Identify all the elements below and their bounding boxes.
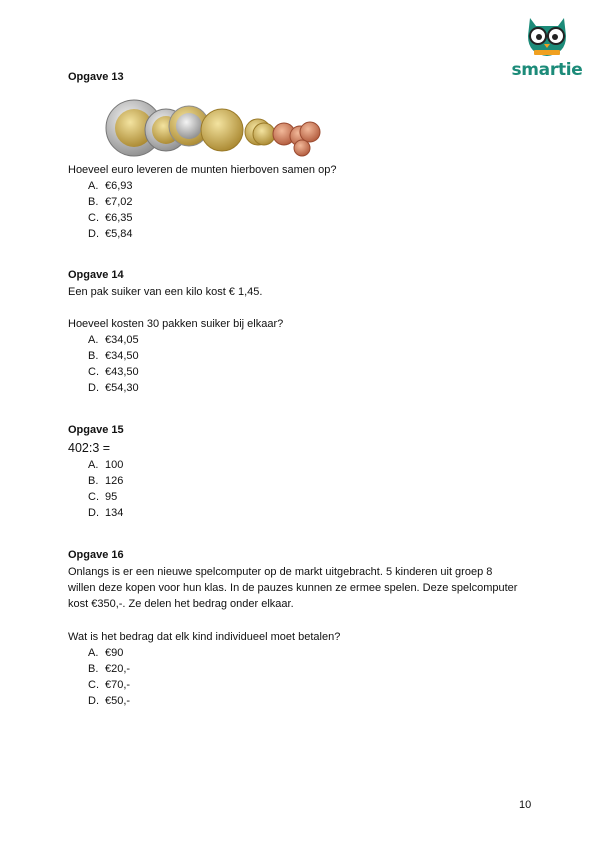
q13-options — [88, 178, 133, 242]
q16-option-b: B. €20,- — [88, 663, 131, 675]
owl-icon — [522, 14, 572, 58]
q15-option-a: A. 100 — [88, 459, 124, 471]
q15-options — [88, 457, 123, 521]
q15-option-b: B. 126 — [88, 475, 124, 487]
q13-option-d: D. €5,84 — [88, 228, 133, 240]
q16-option-c: C. €70,- — [88, 679, 131, 691]
coin-10-cent — [253, 123, 275, 145]
q16-question: Wat is het bedrag dat elk kind individueel moet betalen? — [68, 631, 341, 643]
q15-option-c: C. 95 — [88, 491, 118, 503]
q14-intro: Een pak suiker van een kilo kost € 1,45. — [68, 286, 263, 298]
q14-option-b: B. €34,50 — [88, 350, 139, 362]
page-number: 10 — [519, 799, 532, 811]
q16-intro-line-1: Onlangs is er een nieuwe spelcomputer op de markt uitgebracht. 5 kinderen uit groep 8 — [68, 566, 493, 578]
q16-intro-line-2: willen deze kopen voor hun klas. In de pauzes kunnen ze ermee spelen. Deze spelcomputer — [68, 582, 518, 594]
q14-option-a: A. €34,05 — [88, 334, 139, 346]
q14-question: Hoeveel kosten 30 pakken suiker bij elkaar? — [68, 318, 284, 330]
q14-option-c: C. €43,50 — [88, 366, 139, 378]
q14-options — [88, 332, 139, 396]
q15-question: 402:3 = — [68, 441, 111, 455]
q13-option-a: A. €6,93 — [88, 180, 133, 192]
q16-option-d: D. €50,- — [88, 695, 131, 707]
q16-intro-line-3: kost €350,-. Ze delen het bedrag onder elkaar. — [68, 598, 294, 610]
coin-2-cent-2 — [300, 122, 320, 142]
q13-option-c: C. €6,35 — [88, 212, 133, 224]
q13-title: Opgave 13 — [68, 71, 124, 83]
q16-options — [88, 645, 130, 709]
logo-text: smartie — [511, 60, 583, 80]
smartie-logo — [510, 14, 584, 86]
coin-50-cent — [201, 109, 243, 151]
q16-title: Opgave 16 — [68, 549, 124, 561]
q13-option-b: B. €7,02 — [88, 196, 133, 208]
q16-intro — [68, 564, 517, 612]
q14-option-d: D. €54,30 — [88, 382, 139, 394]
coin-1-cent — [294, 140, 310, 156]
q16-option-a: A. €90 — [88, 647, 124, 659]
euro-coins-image — [104, 94, 336, 164]
q13-question: Hoeveel euro leveren de munten hierboven samen op? — [68, 164, 337, 176]
q15-title: Opgave 15 — [68, 424, 124, 436]
q14-title: Opgave 14 — [68, 269, 124, 281]
q15-option-d: D. 134 — [88, 507, 124, 519]
